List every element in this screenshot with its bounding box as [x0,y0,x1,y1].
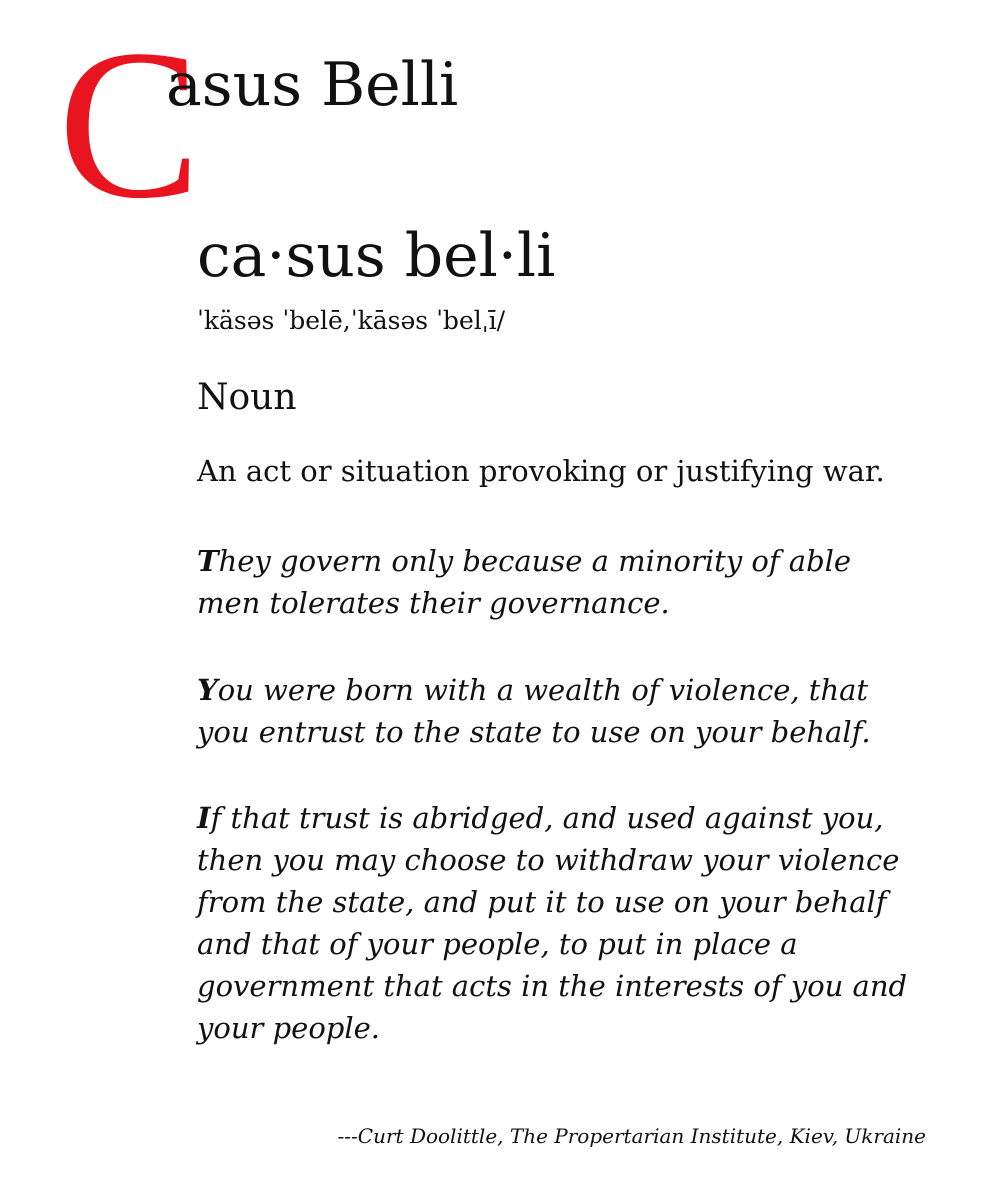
quote-line [197,797,957,839]
quote-lead-letter: T [197,544,219,578]
quote-lead-letter: Y [197,673,218,707]
part-of-speech: Noun [197,377,297,418]
quote-paragraph [197,669,957,753]
quote-line [197,669,957,711]
dictionary-headword: ca·sus bel·li [197,221,556,291]
quote-lead-letter: I [197,801,211,835]
quote-line: men tolerates their governance. [197,586,670,620]
quote-line-text: hey govern only because a minority of able [218,544,852,578]
quote-line: your people. [197,1011,381,1045]
quote-line: then you may choose to withdraw your violence [197,843,900,877]
quote-line-text: ou were born with a wealth of violence, that [217,673,869,707]
attribution: ---Curt Doolittle, The Propertarian Institute, Kiev, Ukraine [337,1124,926,1148]
quote-line: government that acts in the interests of you and [197,969,908,1003]
quote-line-text: f that trust is abridged, and used against you, [210,801,884,835]
quote-paragraph [197,540,957,624]
quote-line [197,540,957,582]
quote-line: from the state, and put it to use on your behalf [197,885,887,919]
quote-line: and that of your people, to put in place a [197,927,798,961]
quote-paragraph [197,797,957,1049]
definition: An act or situation provoking or justifying war. [197,454,885,488]
quote-line: you entrust to the state to use on your behalf. [197,715,871,749]
page-title: asus Belli [166,50,459,120]
pronunciation: ˈkäsəs ˈbelē,ˈkāsəs ˈbelˌī/ [197,306,506,335]
title-drop-cap: C [58,6,201,243]
